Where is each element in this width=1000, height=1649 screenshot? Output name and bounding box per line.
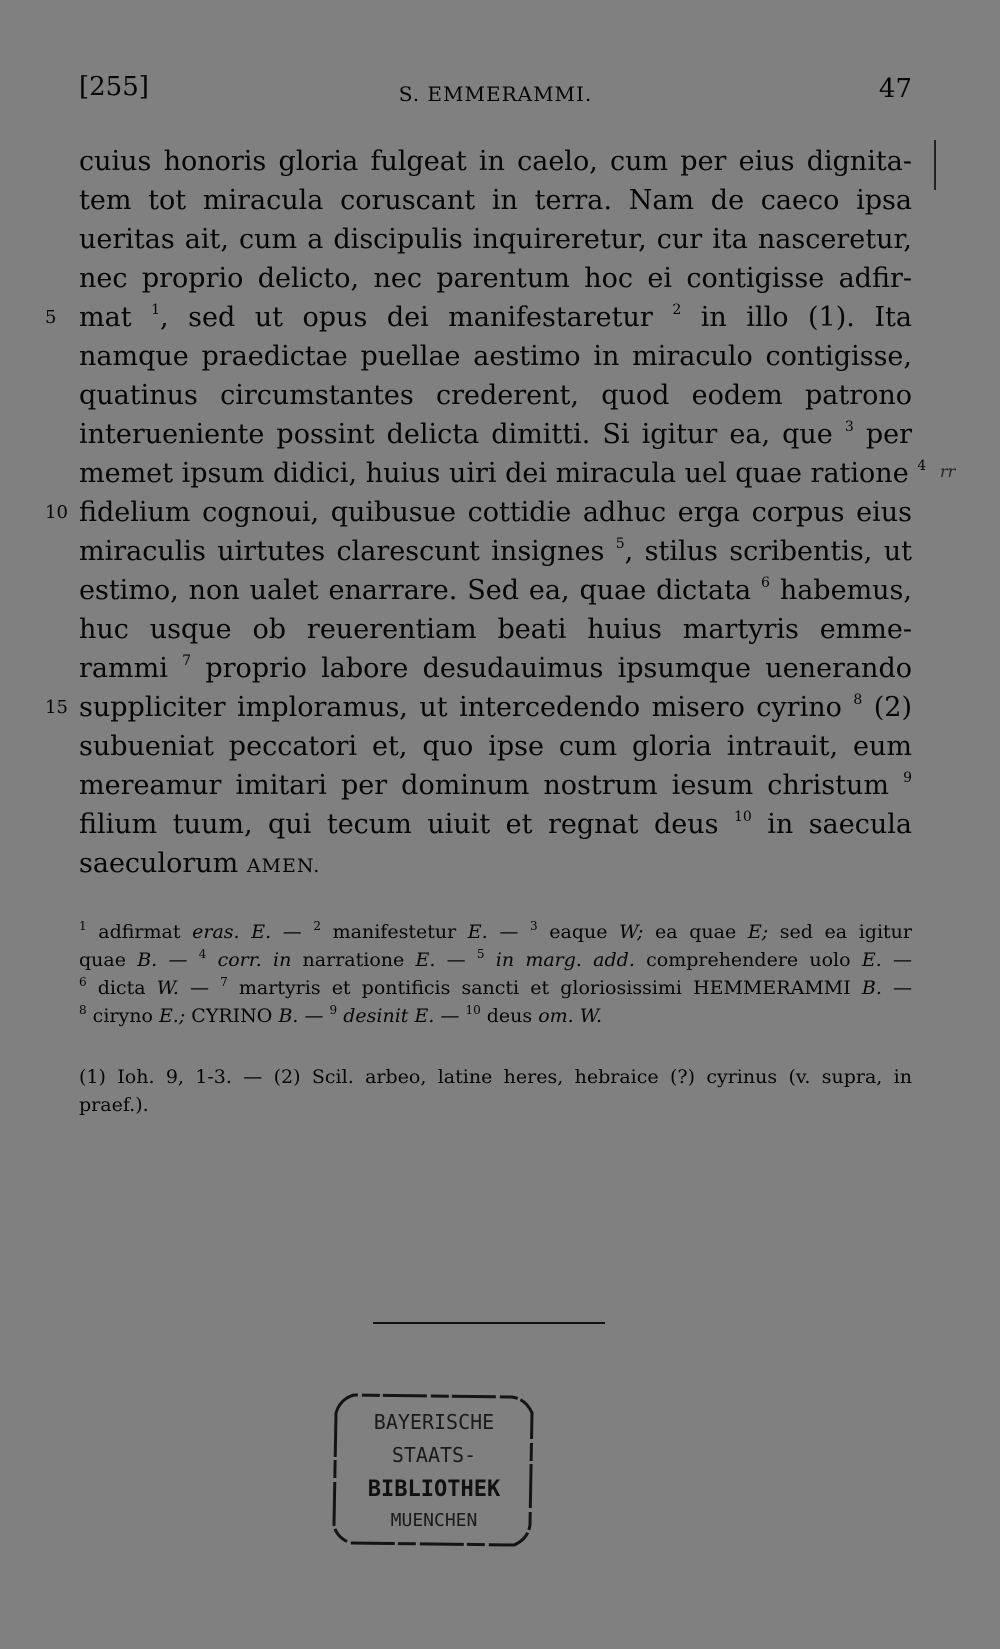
text-span: estimo, non ualet enarrare. Sed ea, quae dictata [79, 575, 761, 606]
footnote-ref: 5 [615, 536, 625, 552]
note-text: — [487, 921, 530, 943]
references [79, 1063, 912, 1119]
note-siglum: corr. in [206, 949, 292, 971]
text-span: tem tot miracula coruscant in terra. Nam de caeco ipsa [79, 185, 912, 216]
text-span: subueniat peccatori et, quo ipse cum gloria intrauit, eum [79, 731, 912, 762]
text-span: , stilus scribentis, ut [624, 536, 912, 567]
note-siglum: E. [415, 949, 436, 971]
text-span: habemus, [769, 575, 912, 606]
note-text: sed ea igitur [768, 921, 912, 943]
note-text: — [298, 1005, 330, 1027]
text-line [79, 454, 927, 493]
note-siglum: eras. E. [192, 921, 272, 943]
text-span: rammi [79, 653, 183, 684]
text-line [79, 805, 912, 844]
text-span: in saecula [751, 809, 912, 840]
note-text: — [271, 921, 314, 943]
note-text: — [881, 977, 912, 999]
note-line [79, 946, 912, 974]
note-siglum: in marg. add. [484, 949, 635, 971]
text-span: nec proprio delicto, nec parentum hoc ei contigisse adfir- [79, 263, 912, 294]
note-text: CYRINO [185, 1005, 279, 1027]
note-text: — [435, 949, 477, 971]
stamp-line: MUENCHEN [390, 1510, 478, 1531]
note-number: 9 [329, 1003, 338, 1017]
footnote-ref: 8 [853, 692, 863, 708]
note-siglum: W; [619, 921, 644, 943]
note-text: ciryno [86, 1005, 159, 1027]
margin-mark [934, 140, 936, 190]
note-text: deus [480, 1005, 539, 1027]
note-siglum: E; [747, 921, 769, 943]
text-span: fidelium cognoui, quibusue cottidie adhuc erga corpus eius [79, 497, 912, 528]
main-text [45, 142, 927, 883]
note-text: eaque [537, 921, 620, 943]
footnote-ref: 9 [903, 770, 912, 786]
note-text: martyris et pontificis sancti et gloriosissimi HEMMERAMMI [227, 977, 862, 999]
text-line [45, 688, 912, 727]
note-siglum: W. [156, 977, 179, 999]
note-number: 8 [79, 1003, 87, 1017]
page-number: 47 [878, 74, 912, 104]
note-text: comprehendere uolo [634, 949, 862, 971]
text-line [79, 532, 912, 571]
text-span: filium tuum, qui tecum uiuit et regnat deus [79, 809, 734, 840]
text-line [79, 844, 912, 883]
note-text: dicta [86, 977, 157, 999]
text-line [79, 727, 912, 766]
note-number: 4 [198, 947, 207, 961]
text-span: in illo (1). Ita [681, 302, 912, 333]
text-span: namque praedictae puellae aestimo in miraculo contigisse, [79, 341, 912, 372]
note-siglum: E. [467, 921, 488, 943]
note-text: quae [79, 949, 138, 971]
text-span: interueniente possint delicta dimitti. Si igitur ea, que [79, 419, 845, 450]
text-line [79, 220, 912, 259]
note-number: 5 [476, 947, 485, 961]
text-line [79, 337, 912, 376]
note-text: — [157, 949, 199, 971]
line-number: 15 [45, 697, 68, 718]
note-text: — [434, 1005, 466, 1027]
line-number: 10 [45, 502, 68, 523]
running-title: S. EMMERAMMI. [398, 82, 593, 106]
note-siglum: E. [861, 949, 882, 971]
library-stamp [314, 1385, 554, 1555]
text-span: mat [79, 302, 152, 333]
text-span: miraculis uirtutes clarescunt insignes [79, 536, 616, 567]
note-siglum: om. W. [538, 1005, 603, 1027]
note-number: 3 [529, 919, 538, 933]
note-text: ea quae [643, 921, 748, 943]
page-marker: [255] [79, 72, 149, 102]
note-line [79, 1002, 912, 1030]
end-rule [373, 1322, 605, 1324]
note-number: 2 [313, 919, 322, 933]
text-line [79, 610, 912, 649]
note-text: narratione [291, 949, 416, 971]
note-siglum: desinit E. [337, 1005, 435, 1027]
text-span: quatinus circumstantes crederent, quod eodem patrono [79, 380, 912, 411]
reference-line: praef.). [79, 1094, 149, 1116]
footnote-ref: 10 [733, 809, 752, 825]
text-span: , sed ut opus dei manifestaretur [160, 302, 673, 333]
text-span: proprio labore desudauimus ipsumque uenerando [191, 653, 912, 684]
stamp-line: BIBLIOTHEK [367, 1477, 501, 1502]
footnote-ref: 7 [182, 653, 192, 669]
reference-line: (1) Ioh. 9, 1-3. — (2) Scil. arbeo, latine heres, hebraice (?) cyrinus (v. supra, in [79, 1066, 912, 1088]
text-line [79, 649, 912, 688]
margin-note: rr [940, 462, 956, 481]
note-text: — [881, 949, 912, 971]
text-span: memet ipsum didici, huius uiri dei miracula uel quae ratione [79, 458, 918, 489]
note-line [79, 974, 912, 1002]
text-line [79, 142, 912, 181]
line-number: 5 [45, 307, 57, 328]
text-line [79, 259, 912, 298]
text-line [79, 571, 912, 610]
note-siglum: B. [137, 949, 158, 971]
text-span: cuius honoris gloria fulgeat in caelo, cum per eius dignita- [79, 146, 912, 177]
text-line [79, 181, 912, 220]
text-span: per [853, 419, 912, 450]
amen-word: AMEN. [246, 855, 321, 877]
note-text: adfirmat [86, 921, 193, 943]
text-line [79, 766, 912, 805]
stamp-line: STAATS- [391, 1443, 477, 1467]
footnote-ref: 1 [151, 302, 160, 318]
footnote-ref: 6 [760, 575, 770, 591]
critical-apparatus [79, 918, 912, 1030]
footnote-ref: 3 [844, 419, 854, 435]
note-siglum: E.; [158, 1005, 186, 1027]
text-span: ueritas ait, cum a discipulis inquireretur, cur ita nasceretur, [79, 224, 912, 255]
text-line [79, 376, 912, 415]
text-span: suppliciter imploramus, ut intercedendo misero cyrino [79, 692, 854, 723]
text-line [45, 298, 912, 337]
note-line [79, 918, 912, 946]
note-number: 6 [79, 975, 87, 989]
text-span: mereamur imitari per dominum nostrum iesum christum [79, 770, 904, 801]
note-text: — [178, 977, 221, 999]
running-header [79, 72, 912, 112]
text-span: (2) [862, 692, 912, 723]
note-number: 7 [220, 975, 228, 989]
footnote-ref: 4 [917, 458, 927, 474]
text-span: saeculorum [79, 848, 247, 879]
text-line [45, 493, 912, 532]
note-text: manifestetur [321, 921, 468, 943]
text-line [79, 415, 912, 454]
footnote-ref: 2 [672, 302, 682, 318]
stamp-line: BAYERISCHE [373, 1410, 495, 1434]
text-span: huc usque ob reuerentiam beati huius martyris emme- [79, 614, 912, 645]
note-siglum: B. [861, 977, 882, 999]
note-number: 1 [79, 919, 87, 933]
note-siglum: B. [278, 1005, 299, 1027]
note-number: 10 [465, 1003, 481, 1017]
